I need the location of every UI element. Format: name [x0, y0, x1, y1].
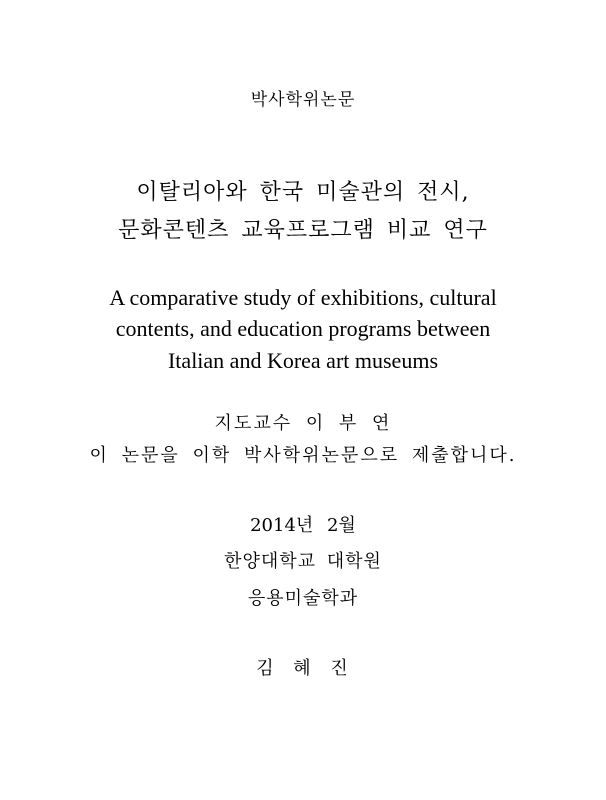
english-title-line-2: contents, and education programs between	[115, 316, 491, 341]
english-title-line-1: A comparative study of exhibitions, cultural	[109, 285, 497, 310]
english-title-line-3: Italian and Korea art museums	[167, 348, 438, 373]
author-name: 김 혜 진	[256, 658, 350, 679]
advisor: 지도교수 이 부 연	[214, 413, 392, 434]
department: 응용미술학과	[247, 588, 359, 609]
korean-title-line-1: 이탈리아와 한국 미술관의 전시,	[136, 180, 470, 205]
submission-statement: 이 논문을 이학 박사학위논문으로 제출합니다.	[89, 445, 517, 466]
korean-title-line-2: 문화콘텐츠 교육프로그램 비교 연구	[118, 218, 488, 243]
degree-type: 박사학위논문	[250, 90, 356, 110]
university: 한양대학교 대학원	[224, 551, 382, 572]
submission-date: 2014년 2월	[250, 515, 356, 536]
